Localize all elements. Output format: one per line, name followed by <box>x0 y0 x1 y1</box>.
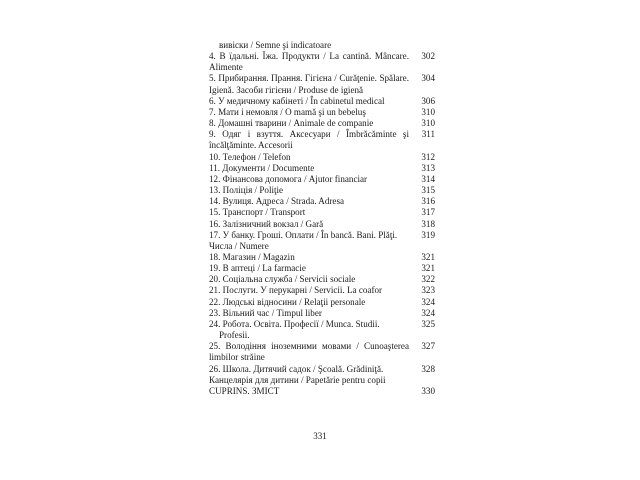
toc-entry-title-line1: 4. В їдальні. Їжа. Продукти / La cantină. Mâncare. <box>209 51 409 62</box>
toc-entry-title-line1: 9. Одяг і взуття. Аксесуари / Îmbrăcăminte şi <box>209 129 409 140</box>
toc-entry-title <box>209 118 409 129</box>
toc-entry-title <box>209 386 409 397</box>
toc-entry-title <box>209 163 409 174</box>
toc-entry[interactable] <box>209 73 435 95</box>
toc-entry-page-number[interactable]: 328 <box>421 363 435 374</box>
toc-entry-title <box>209 219 409 230</box>
toc-entry[interactable] <box>209 230 435 252</box>
toc-entry-page-number[interactable]: 314 <box>421 173 435 184</box>
toc-entry[interactable] <box>209 196 435 207</box>
toc-entry[interactable] <box>209 107 435 118</box>
toc-entry[interactable] <box>209 364 435 386</box>
toc-entry-page-number[interactable]: 310 <box>421 106 435 117</box>
toc-entry[interactable] <box>209 263 435 274</box>
toc-entry-title <box>209 107 409 118</box>
toc-entry-title-continuation: Канцелярія для дитини / Papetărie pentru copii <box>209 374 386 385</box>
toc-entry-title-continuation: limbilor străine <box>209 352 265 363</box>
toc-entry-page-number[interactable]: 325 <box>421 318 435 329</box>
toc-entry-title-line1: 21. Послуги. У перукарні / Servicii. La coafor <box>209 285 383 296</box>
toc-entry-list <box>209 51 435 397</box>
toc-entry-title <box>209 252 409 263</box>
toc-entry-page-number[interactable]: 322 <box>421 274 435 285</box>
toc-entry-title <box>209 285 409 296</box>
toc-entry-page-number[interactable]: 313 <box>421 162 435 173</box>
toc-entry[interactable] <box>209 386 435 397</box>
toc-entry-title <box>209 73 409 95</box>
toc-entry-title-line1: 20. Соціальна служба / Servicii sociale <box>209 274 356 285</box>
toc-entry-title <box>209 308 409 319</box>
toc-entry-page-number[interactable]: 316 <box>421 196 435 207</box>
toc-entry-title <box>209 230 409 252</box>
toc-entry[interactable] <box>209 207 435 218</box>
toc-entry-title <box>209 319 409 341</box>
toc-entry-title-line1: 7. Мати і немовля / O mamă şi un bebeluş <box>209 106 366 117</box>
toc-entry-title <box>209 263 409 274</box>
toc-entry-title-line1: 5. Прибирання. Прання. Гігієна / Curăţenie. Spălare. <box>209 73 409 84</box>
toc-entry[interactable] <box>209 118 435 129</box>
table-of-contents <box>209 40 435 397</box>
toc-entry[interactable] <box>209 185 435 196</box>
toc-entry-title-line1: 22. Людські відносини / Relaţii personale <box>209 296 366 307</box>
toc-entry-title <box>209 341 409 363</box>
toc-entry-title-line1: 18. Магазин / Magazin <box>209 251 295 262</box>
toc-entry-title <box>209 364 409 386</box>
toc-entry-page-number[interactable]: 330 <box>421 385 435 396</box>
toc-entry[interactable] <box>209 174 435 185</box>
toc-entry-title <box>209 207 409 218</box>
toc-entry[interactable] <box>209 274 435 285</box>
toc-entry-title <box>209 51 409 73</box>
toc-entry-title-line1: 24. Робота. Освіта. Професії / Munca. Studii. Profesii. <box>209 318 380 341</box>
toc-entry-title <box>209 297 409 308</box>
toc-entry-title-continuation: Igienă. Засоби гігієни / Produse de igienă <box>209 84 364 95</box>
toc-entry-page-number[interactable]: 323 <box>421 285 435 296</box>
toc-entry-title-continuation: încălţăminte. Accesorii <box>209 140 293 151</box>
toc-entry-title <box>209 274 409 285</box>
toc-entry-page-number[interactable]: 312 <box>421 151 435 162</box>
toc-entry-title <box>209 152 409 163</box>
toc-entry-title-line1: 14. Вулиця. Адреса / Strada. Adresa <box>209 196 345 207</box>
toc-entry[interactable] <box>209 152 435 163</box>
toc-entry[interactable] <box>209 308 435 319</box>
toc-entry-title-line1: 11. Документи / Documente <box>209 162 315 173</box>
toc-entry-page-number[interactable]: 302 <box>421 51 435 62</box>
toc-entry-title-line1: 15. Транспорт / Transport <box>209 207 306 218</box>
toc-entry-page-number[interactable]: 306 <box>421 95 435 106</box>
toc-entry-title-continuation: Числа / Numere <box>209 240 269 251</box>
toc-entry-page-number[interactable]: 327 <box>421 341 435 352</box>
toc-entry-title-line1: 19. В аптеці / La farmacie <box>209 263 306 274</box>
toc-entry[interactable] <box>209 129 435 151</box>
toc-entry-title-continuation: Alimente <box>209 62 243 73</box>
toc-entry[interactable] <box>209 297 435 308</box>
toc-entry-page-number[interactable]: 304 <box>421 73 435 84</box>
toc-entry-title <box>209 174 409 185</box>
toc-entry-title-line1: 26. Школа. Дитячий садок / Şcoală. Grădiniţă. <box>209 363 384 374</box>
page-folio: 331 <box>313 431 327 441</box>
toc-entry[interactable] <box>209 252 435 263</box>
toc-entry-page-number[interactable]: 317 <box>421 207 435 218</box>
toc-entry-page-number[interactable]: 324 <box>421 296 435 307</box>
toc-entry-title-line1: 23. Вільний час / Timpul liber <box>209 307 322 318</box>
toc-entry[interactable] <box>209 341 435 363</box>
toc-entry-page-number[interactable]: 324 <box>421 307 435 318</box>
toc-entry-title-line1: 25. Володіння іноземними мовами / Cunoaşterea <box>209 341 409 352</box>
toc-entry[interactable] <box>209 163 435 174</box>
toc-entry-title <box>209 196 409 207</box>
toc-entry-page-number[interactable]: 321 <box>421 251 435 262</box>
toc-entry[interactable] <box>209 51 435 73</box>
toc-entry-page-number[interactable]: 319 <box>421 229 435 240</box>
toc-entry-title-line1: 6. У медичному кабінеті / În cabinetul medical <box>209 95 385 106</box>
toc-entry-title <box>209 129 409 151</box>
toc-entry-page-number[interactable]: 318 <box>421 218 435 229</box>
toc-entry[interactable] <box>209 285 435 296</box>
toc-entry-title-line1: CUPRINS. ЗМІСТ <box>209 385 280 396</box>
toc-entry-page-number[interactable]: 311 <box>421 129 435 140</box>
toc-entry-title-line1: 10. Телефон / Telefon <box>209 151 291 162</box>
toc-entry-title-line1: 12. Фінансова допомога / Ajutor financiar <box>209 173 368 184</box>
toc-entry-title-line1: 8. Домашні тварини / Animale de companie <box>209 118 374 129</box>
toc-entry-page-number[interactable]: 321 <box>421 263 435 274</box>
toc-entry-page-number[interactable]: 315 <box>421 185 435 196</box>
toc-entry-title <box>209 96 409 107</box>
toc-entry[interactable] <box>209 319 435 341</box>
toc-entry[interactable] <box>209 219 435 230</box>
toc-entry-title <box>209 185 409 196</box>
toc-entry[interactable] <box>209 96 435 107</box>
toc-lead-line-text: вивіски / Semne şi indicatoare <box>219 40 332 50</box>
toc-entry-page-number[interactable]: 310 <box>421 118 435 129</box>
toc-entry-title-line1: 13. Поліція / Poliţie <box>209 185 284 196</box>
toc-lead-line <box>209 40 435 51</box>
toc-entry-title-line1: 17. У банку. Гроші. Оплати / În bancă. Bani. Plăţi. <box>209 229 398 240</box>
toc-entry-title-line1: 16. Залізничний вокзал / Gară <box>209 218 324 229</box>
